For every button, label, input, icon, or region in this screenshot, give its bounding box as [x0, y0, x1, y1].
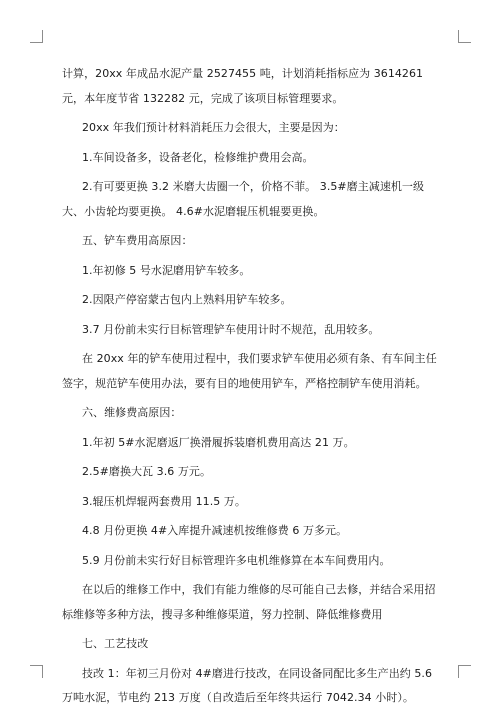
list-item: 2.因限产停窑蒙古包内上熟料用铲车较多。 [82, 293, 292, 306]
list-item: 3.辊压机焊辊两套费用 11.5 万。 [82, 494, 246, 508]
list-item: 2.有可要更换 3.2 米磨大齿圈一个，价格不菲。 3.5#磨主减速机一级大、小齿轮均要更换。 4.6#水泥磨辊压机辊要更换。 [62, 180, 425, 218]
paragraph: 技改 1：年初三月份对 4#磨进行技改，在同设备同配比多生产出约 5.6 万吨水泥，节电约 213 万度（自改造后至年终共运行 7042.34 小时）。 [62, 666, 432, 704]
list-item: 1.年初修 5 号水泥磨用铲车较多。 [82, 263, 251, 277]
list-item: 1.车间设备多，设备老化，检修维护费用会高。 [82, 150, 314, 164]
paragraph: 计算，20xx 年成品水泥产量 2527455 吨，计划消耗指标应为 3614261 元，本年度节省 132282 元，完成了该项目标管理要求。 [62, 67, 424, 105]
paragraph: 20xx 年我们预计材料消耗压力会很大，主要是因为： [82, 121, 345, 134]
crop-mark-top-left [30, 30, 43, 43]
crop-mark-bottom-left [30, 665, 43, 678]
list-item: 5.9 月份前未实行好目标管理许多电机维修算在本车间费用内。 [82, 553, 391, 567]
section-heading: 五、铲车费用高原因： [82, 234, 193, 247]
paragraph: 在以后的维修工作中，我们有能力维修的尽可能自己去修，并结合采用招标维修等多种方法，搜寻多种维修渠道，努力控制、降低维修费用 [62, 583, 436, 621]
paragraph: 在 20xx 年的铲车使用过程中，我们要求铲车使用必须有条、有车间主任签字，规范铲车使用办法，要有目的地使用铲车，严格控制铲车使用消耗。 [62, 352, 437, 390]
document-body [62, 62, 444, 716]
list-item: 2.5#磨换大瓦 3.6 万元。 [82, 465, 211, 478]
list-item: 4.8 月份更换 4#入库提升减速机按维修费 6 万多元。 [82, 524, 348, 537]
section-heading: 七、工艺技改 [82, 637, 149, 650]
crop-mark-top-right [458, 30, 471, 43]
list-item: 1.年初 5#水泥磨返厂换滑履拆装磨机费用高达 21 万。 [82, 435, 355, 449]
section-heading: 六、维修费高原因： [82, 406, 182, 419]
list-item: 3.7 月份前未实行目标管理铲车使用计时不规范，乱用较多。 [82, 322, 380, 336]
crop-mark-bottom-right [458, 665, 471, 678]
